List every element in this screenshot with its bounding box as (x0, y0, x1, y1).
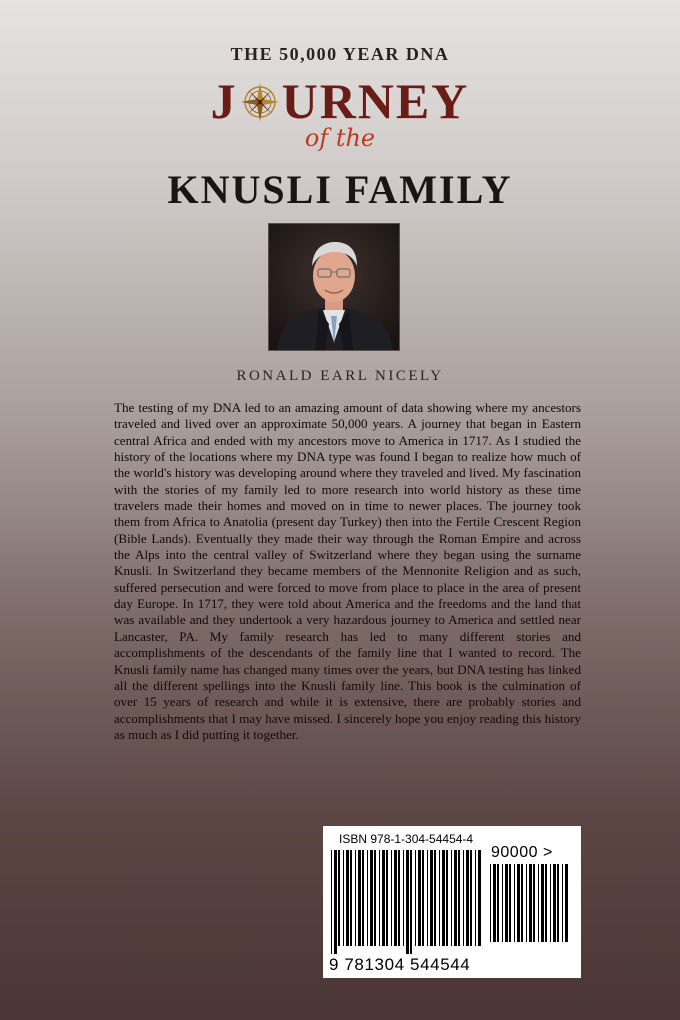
barcode-bar (386, 850, 388, 946)
cover-title-journey (0, 73, 680, 130)
barcode-bar (358, 850, 361, 946)
barcode-bar (509, 864, 511, 942)
barcode-bar (533, 864, 535, 942)
barcode-bar (434, 850, 436, 946)
author-name: RONALD EARL NICELY (236, 368, 444, 384)
barcode-bar (454, 850, 457, 946)
barcode-bar (470, 850, 472, 946)
author-photo (268, 223, 400, 351)
barcode-bar (403, 850, 404, 946)
isbn-label: ISBN 978-1-304-54454-4 (339, 832, 474, 846)
barcode-bar (446, 850, 448, 946)
barcode-bar (350, 850, 352, 946)
barcode-bar (382, 850, 385, 946)
barcode-bar (346, 850, 349, 946)
barcode-bar (394, 850, 397, 946)
cover-title-family: KNUSLI FAMILY (167, 167, 513, 212)
barcode-bar (541, 864, 544, 942)
price-code: 90000 > (491, 844, 553, 861)
barcode-bar (490, 864, 491, 942)
book-description: The testing of my DNA led to an amazing amount of data showing where my ancestors traveled and lived over an approximate 50,000 years. A journey that began in Eastern central Africa and ended with my ancestors move to America in 1717. As I studied the history of the locations where my DNA type was found I began to realize how much of the world's history was developing around where they traveled and lived. My fascination with the stories of my family led to more research into world history as these time travelers made their homes and moved on in time to newer places. The journey took them from Africa to Anatolia (present day Turkey) then into the Fertile Crescent Region (Bible Lands). Eventually they made their way through the Roman Empire and across the Alps into the central valley of Switzerland where they began using the surname Knusli. In Switzerland they became members of the Mennonite Religion and as such, suffered persecution and were forced to move from place to place in the area of present day Europe. In 1717, they were told about America and the freedoms and the land that was available and they undertook a very hazardous journey to America and settled near Lancaster, PA. My family research has led to many different stories and accomplishments of the descendants of the family line that I wanted to record. The Knusli family name has changed many times over the years, but DNA testing has linked all the different spellings into the Knusli family line. This book is the culmination of over 15 years of research and while it is extensive, there are probably stories and accomplishments that I may have missed. I sincerely hope you enjoy reading this history as much as I did putting it together. (114, 400, 581, 742)
barcode-bar (451, 850, 452, 946)
barcode-bar (505, 864, 508, 942)
barcode-bar (493, 864, 496, 942)
barcode-bar (391, 850, 392, 946)
barcode-bar (415, 850, 416, 946)
barcode-bar (497, 864, 499, 942)
price-barcode-bars (490, 864, 570, 950)
barcode-bar (355, 850, 356, 946)
barcode-bar (367, 850, 368, 946)
barcode-bar (550, 864, 551, 942)
barcode-bar (439, 850, 440, 946)
barcode-bar (334, 850, 337, 954)
barcode-bar (463, 850, 464, 946)
barcode-bar (370, 850, 373, 946)
isbn-barcode (323, 826, 581, 978)
barcode-bar (343, 850, 344, 946)
barcode-bar (553, 864, 556, 942)
barcode-bar (410, 850, 412, 954)
barcode-bar (545, 864, 547, 942)
barcode-bar (557, 864, 559, 942)
ean-digits: 9 781304 544544 (329, 955, 471, 974)
barcode-bar (565, 864, 568, 942)
barcode-bar (502, 864, 503, 942)
barcode-bar (362, 850, 364, 946)
barcode-bar (475, 850, 476, 946)
barcode-bar (466, 850, 469, 946)
barcode-bar (538, 864, 539, 942)
barcode-bar (338, 850, 340, 946)
barcode-bar (562, 864, 563, 942)
ean-barcode-bars (331, 850, 484, 954)
barcode-bar (514, 864, 515, 942)
barcode-bar (331, 850, 332, 954)
cover-title-of-the: of the (304, 124, 376, 152)
barcode-bar (442, 850, 445, 946)
barcode-bar (529, 864, 532, 942)
barcode-bar (379, 850, 380, 946)
barcode-bar (398, 850, 400, 946)
barcode-bar (422, 850, 424, 946)
barcode-bar (521, 864, 523, 942)
cover-subtitle: THE 50,000 YEAR DNA (230, 44, 450, 64)
barcode-bar (430, 850, 433, 946)
barcode-bar (478, 850, 481, 946)
title-letter-j: J (210, 73, 238, 129)
barcode-bar (374, 850, 376, 946)
barcode-bar (406, 850, 409, 954)
title-rest: URNEY (281, 73, 470, 129)
barcode-bar (418, 850, 421, 946)
barcode-bar (427, 850, 428, 946)
barcode-bar (458, 850, 460, 946)
barcode-bar (526, 864, 527, 942)
barcode-bar (517, 864, 520, 942)
compass-rose-icon (240, 80, 280, 130)
